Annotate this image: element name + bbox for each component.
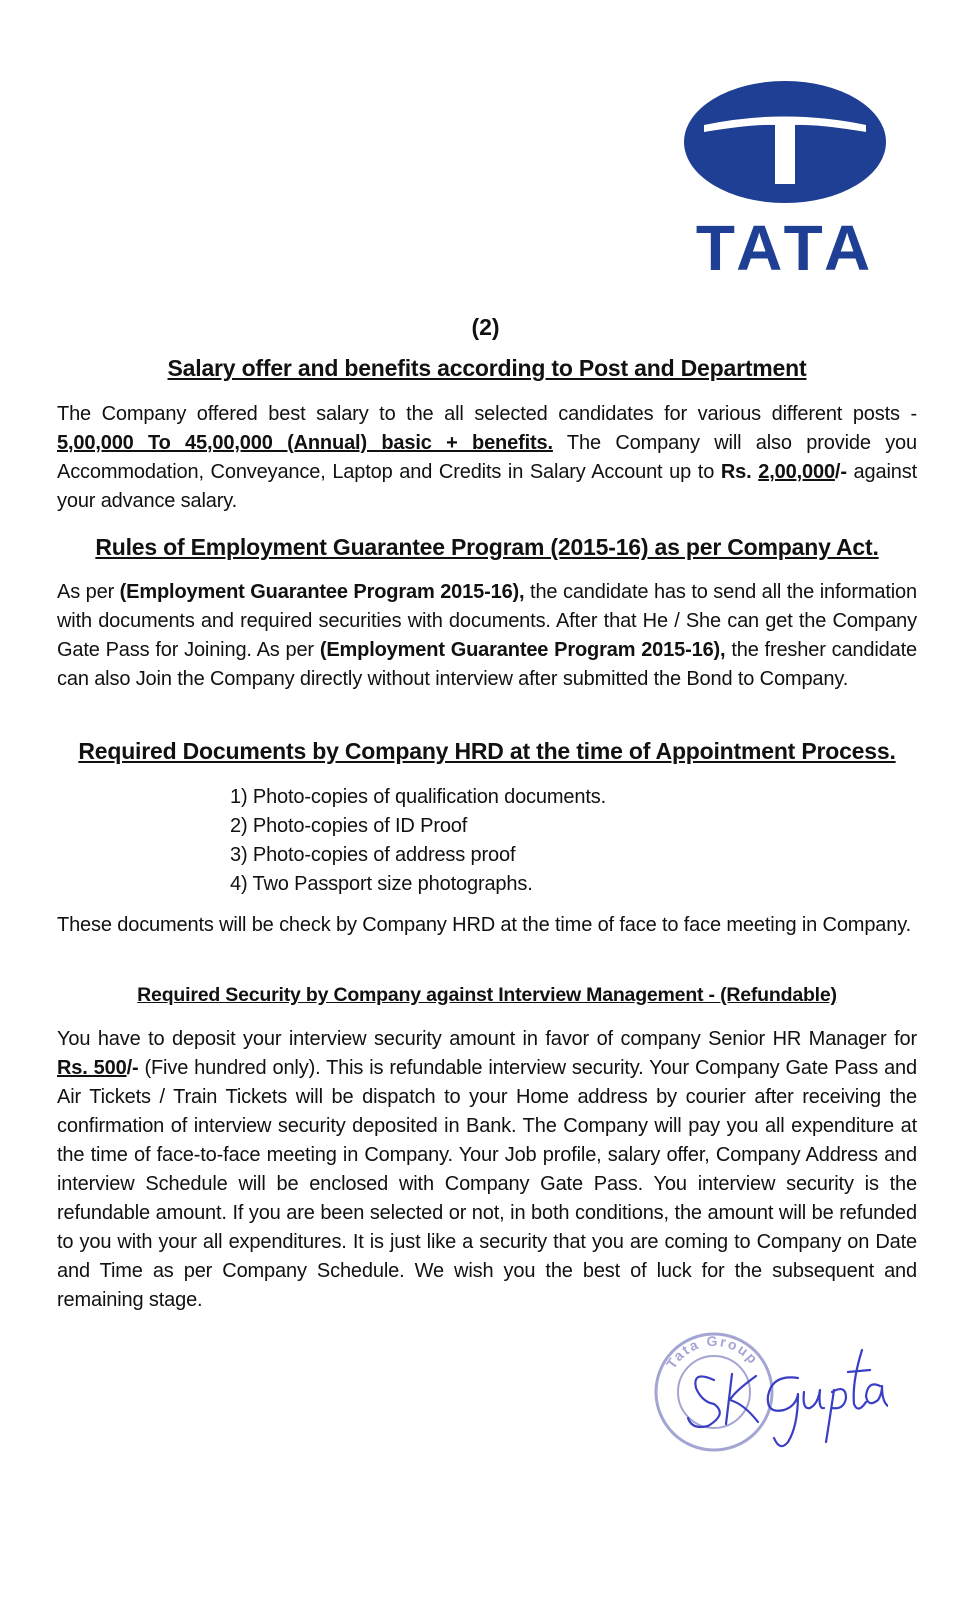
- rules-program-1: (Employment Guarantee Program 2015-16),: [119, 581, 525, 603]
- salary-range: 5,00,000 To 45,00,000 (Annual) basic + benefits.: [57, 432, 553, 454]
- security-text-1: You have to deposit your interview security amount in favor of company Senior HR Manager for: [57, 1028, 917, 1050]
- svg-text:Tata Group: [663, 1333, 762, 1372]
- list-item: 3) Photo-copies of address proof: [230, 844, 516, 866]
- security-text-2: (Five hundred only). This is refundable interview security. Your Company Gate Pass and Air Tickets / Train Tickets will be dispatch to your Home address by courier after receiving the confirmation of interview security deposited in Bank. The Company will pay you all expenditure at the time of face-to-face meeting in Company. Your Job profile, salary offer, Company Address and interview Schedule will be enclosed with Company Gate Pass. You interview security is the refundable amount. If you are been selected or not, in both conditions, the amount will be refunded to you with your all expenditures. It is just like a security that you are coming to Company on Date and Time as per Company Schedule. We wish you the best of luck for the subsequent and remaining stage.: [57, 1057, 917, 1311]
- rules-heading: Rules of Employment Guarantee Program (2015-16) as per Company Act.: [95, 534, 879, 560]
- list-item: 2) Photo-copies of ID Proof: [230, 815, 468, 837]
- rules-text-1: As per: [57, 581, 120, 603]
- salary-suffix: /-: [834, 461, 847, 483]
- salary-paragraph: [57, 400, 917, 516]
- rules-text-2: the candidate has to send all the information with documents and required securities with documents. After that He / She can get the Company Gate Pass for Joining. As per: [57, 581, 917, 661]
- rules-text-3: the fresher candidate can also Join the Company directly without interview after submitted the Bond to Company.: [57, 639, 917, 690]
- documents-heading: Required Documents by Company HRD at the time of Appointment Process.: [78, 738, 896, 764]
- salary-text-3: against your advance salary.: [57, 461, 917, 512]
- salary-text-1: The Company offered best salary to the all selected candidates for various different posts -: [57, 403, 917, 425]
- rules-paragraph: [57, 578, 917, 694]
- stamp-and-signature: [648, 1330, 888, 1460]
- list-item: 4) Two Passport size photographs.: [230, 873, 533, 895]
- company-stamp: [656, 1333, 772, 1450]
- stamp-text: Tata Group: [662, 1332, 763, 1372]
- tata-logo: [668, 80, 904, 280]
- security-heading: Required Security by Company against Interview Management - (Refundable): [137, 984, 837, 1006]
- rules-program-2: (Employment Guarantee Program 2015-16),: [319, 639, 726, 661]
- salary-heading: Salary offer and benefits according to Post and Department: [167, 355, 807, 381]
- security-suffix: /-: [126, 1057, 139, 1079]
- security-paragraph: [57, 1025, 917, 1315]
- salary-amount: 2,00,000: [758, 461, 835, 483]
- page-number: (2): [471, 314, 500, 340]
- security-amount: Rs. 500: [57, 1057, 127, 1079]
- documents-list: [230, 783, 830, 899]
- salary-text-2: The Company will also provide you Accommodation, Conveyance, Laptop and Credits in Salary Account up to: [57, 432, 917, 483]
- documents-paragraph: These documents will be check by Company HRD at the time of face to face meeting in Company.: [57, 914, 912, 936]
- logo-wordmark: TATA: [695, 212, 877, 280]
- list-item: 1) Photo-copies of qualification documents.: [230, 786, 606, 808]
- salary-rs: Rs.: [720, 461, 752, 483]
